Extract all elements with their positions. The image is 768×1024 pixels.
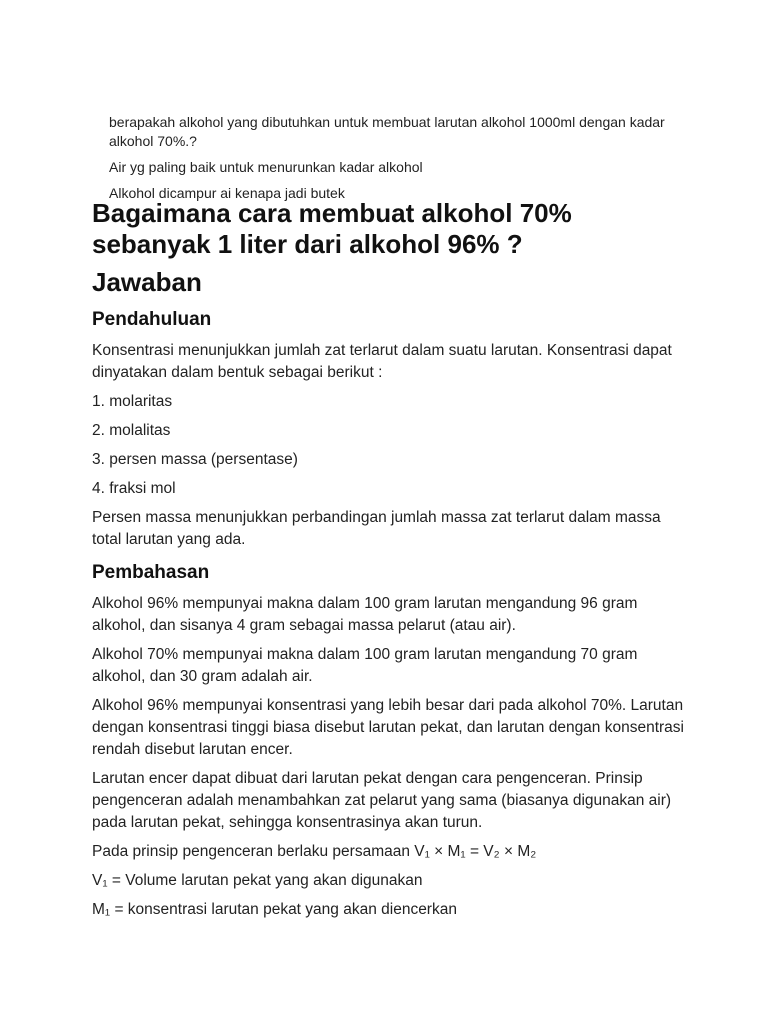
v1-definition: V₁ = Volume larutan pekat yang akan digunakan — [92, 872, 423, 889]
m1-definition: M₁ = konsentrasi larutan pekat yang akan diencerkan — [92, 901, 457, 918]
intro-paragraph-2: Persen massa menunjukkan perbandingan jumlah massa zat terlarut dalam massa total larutan yang ada. — [92, 509, 661, 548]
related-question-2[interactable]: Air yg paling baik untuk menurunkan kadar alkohol — [109, 159, 423, 175]
list-item: 3. persen massa (persentase) — [92, 451, 298, 468]
related-questions — [109, 113, 709, 203]
article-title: Bagaimana cara membuat alkohol 70% sebanyak 1 liter dari alkohol 96% ? — [92, 198, 572, 259]
concentration-list — [92, 391, 692, 500]
answer-heading: Jawaban — [92, 267, 202, 297]
article-body — [92, 198, 692, 921]
dilution-equation: Pada prinsip pengenceran berlaku persamaan V₁ × M₁ = V₂ × M₂ — [92, 843, 537, 860]
related-question-1[interactable]: berapakah alkohol yang dibutuhkan untuk membuat larutan alkohol 1000ml dengan kadar alkohol 70%.? — [109, 114, 665, 149]
list-item: 2. molalitas — [92, 422, 171, 439]
intro-heading: Pendahuluan — [92, 309, 212, 330]
discussion-heading: Pembahasan — [92, 562, 210, 583]
intro-paragraph-1: Konsentrasi menunjukkan jumlah zat terlarut dalam suatu larutan. Konsentrasi dapat dinyatakan dalam bentuk sebagai berikut : — [92, 342, 672, 381]
related-question-3[interactable]: Alkohol dicampur ai kenapa jadi butek — [109, 185, 345, 201]
list-item: 1. molaritas — [92, 393, 173, 410]
discussion-paragraph-3: Alkohol 96% mempunyai konsentrasi yang lebih besar dari pada alkohol 70%. Larutan dengan konsentrasi tinggi biasa disebut larutan pekat, dan larutan dengan konsentrasi rendah disebut larutan encer. — [92, 697, 684, 758]
list-item: 4. fraksi mol — [92, 480, 176, 497]
discussion-paragraph-1: Alkohol 96% mempunyai makna dalam 100 gram larutan mengandung 96 gram alkohol, dan sisanya 4 gram sebagai massa pelarut (atau air). — [92, 595, 638, 634]
discussion-paragraph-2: Alkohol 70% mempunyai makna dalam 100 gram larutan mengandung 70 gram alkohol, dan 30 gram adalah air. — [92, 646, 638, 685]
discussion-paragraph-4: Larutan encer dapat dibuat dari larutan pekat dengan cara pengenceran. Prinsip pengenceran adalah menambahkan zat pelarut yang sama (biasanya digunakan air) pada larutan pekat, sehingga konsentrasinya akan turun. — [92, 770, 672, 831]
